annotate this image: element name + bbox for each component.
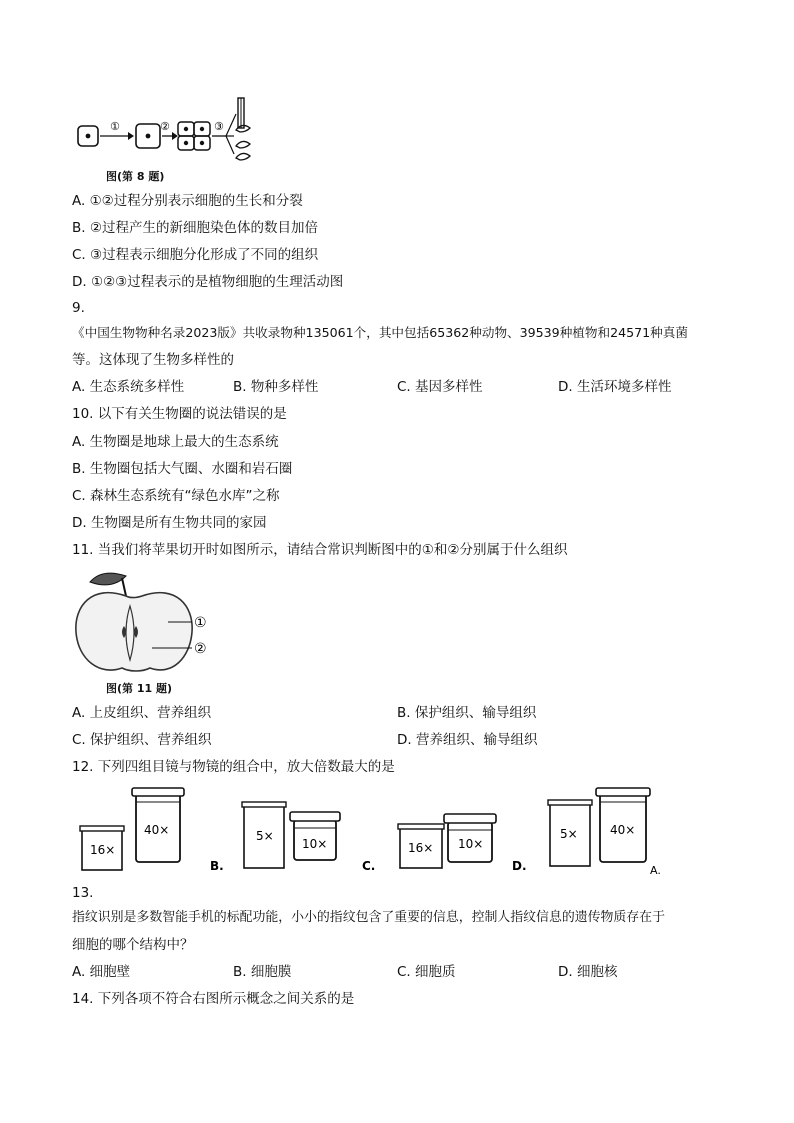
q8-option-c: C. ③过程表示细胞分化形成了不同的组织 <box>72 247 319 263</box>
lens-group-4-eyepiece-label: 5× <box>560 827 578 841</box>
q11-option-a: A. 上皮组织、营养组织 <box>72 705 212 721</box>
apple-marker-1: ① <box>194 615 207 631</box>
lens-group-1 <box>80 788 224 873</box>
q11-caption: 图(第 11 题) <box>106 682 173 695</box>
q9-stem-line1: 《中国生物物种名录2023版》共收录物种135061个，其中包括65362种动物、39539种植物和24571种真菌 <box>72 325 688 340</box>
q13-option-d: D. 细胞核 <box>558 964 618 980</box>
lens-group-4-objective-label: 40× <box>610 823 636 837</box>
q11-option-c: C. 保护组织、营养组织 <box>72 732 212 748</box>
q14-stem: 14. 下列各项不符合右图所示概念之间关系的是 <box>72 991 355 1007</box>
q12-stem: 12. 下列四组目镜与物镜的组合中，放大倍数最大的是 <box>72 759 395 775</box>
q9-option-d: D. 生活环境多样性 <box>558 379 672 395</box>
apple-marker-2: ② <box>194 641 207 657</box>
step-2-label: ② <box>160 120 170 133</box>
q9-number: 9. <box>72 300 85 316</box>
q10-option-c: C. 森林生态系统有“绿色水库”之称 <box>72 488 280 504</box>
step-3-label: ③ <box>214 120 224 133</box>
apple-cross-section <box>72 566 222 678</box>
q8-figure <box>72 92 272 182</box>
lens-group-3 <box>398 814 527 873</box>
q13-option-c: C. 细胞质 <box>397 964 456 980</box>
lens-group-4-tag: A. <box>650 864 661 877</box>
q11-option-d: D. 营养组织、输导组织 <box>397 732 538 748</box>
q13-option-b: B. 细胞膜 <box>233 964 292 980</box>
q9-option-a: A. 生态系统多样性 <box>72 379 185 395</box>
q10-option-a: A. 生物圈是地球上最大的生态系统 <box>72 434 279 450</box>
q10-option-b: B. 生物圈包括大气圈、水圈和岩石圈 <box>72 461 293 477</box>
q9-option-c: C. 基因多样性 <box>397 379 483 395</box>
q9-option-b: B. 物种多样性 <box>233 379 319 395</box>
q11-apple-figure <box>72 566 222 678</box>
q9-stem-line2: 等。这体现了生物多样性的 <box>72 352 234 368</box>
lens-group-1-tag: B. <box>210 859 224 873</box>
q11-stem: 11. 当我们将苹果切开时如图所示，请结合常识判断图中的①和②分别属于什么组织 <box>72 542 568 558</box>
lens-group-4 <box>548 788 661 877</box>
q8-caption: 图(第 8 题) <box>106 170 165 183</box>
q11-option-b: B. 保护组织、输导组织 <box>397 705 537 721</box>
q13-option-a: A. 细胞壁 <box>72 964 131 980</box>
lens-group-2 <box>242 802 375 873</box>
q8-option-a: A. ①②过程分别表示细胞的生长和分裂 <box>72 193 303 209</box>
microscope-lens-groups <box>72 786 672 878</box>
lens-group-2-eyepiece-label: 5× <box>256 829 274 843</box>
lens-group-2-objective-label: 10× <box>302 837 328 851</box>
lens-group-3-objective-label: 10× <box>458 837 484 851</box>
q10-stem: 10. 以下有关生物圈的说法错误的是 <box>72 406 287 422</box>
lens-group-3-tag: D. <box>512 859 527 873</box>
lens-group-1-objective-label: 40× <box>144 823 170 837</box>
cell-division-diagram <box>72 92 272 182</box>
q8-option-b: B. ②过程产生的新细胞染色体的数目加倍 <box>72 220 318 236</box>
q13-number: 13. <box>72 885 94 901</box>
q13-stem-line2: 细胞的哪个结构中？ <box>72 937 194 953</box>
q12-lens-figure <box>72 786 672 878</box>
q13-stem-line1: 指纹识别是多数智能手机的标配功能，小小的指纹包含了重要的信息，控制人指纹信息的遗传物质存在于 <box>72 910 665 925</box>
q8-option-d: D. ①②③过程表示的是植物细胞的生理活动图 <box>72 274 344 290</box>
q10-option-d: D. 生物圈是所有生物共同的家园 <box>72 515 267 531</box>
lens-group-3-eyepiece-label: 16× <box>408 841 434 855</box>
lens-group-2-tag: C. <box>362 859 376 873</box>
lens-group-1-eyepiece-label: 16× <box>90 843 116 857</box>
step-1-label: ① <box>110 120 120 133</box>
